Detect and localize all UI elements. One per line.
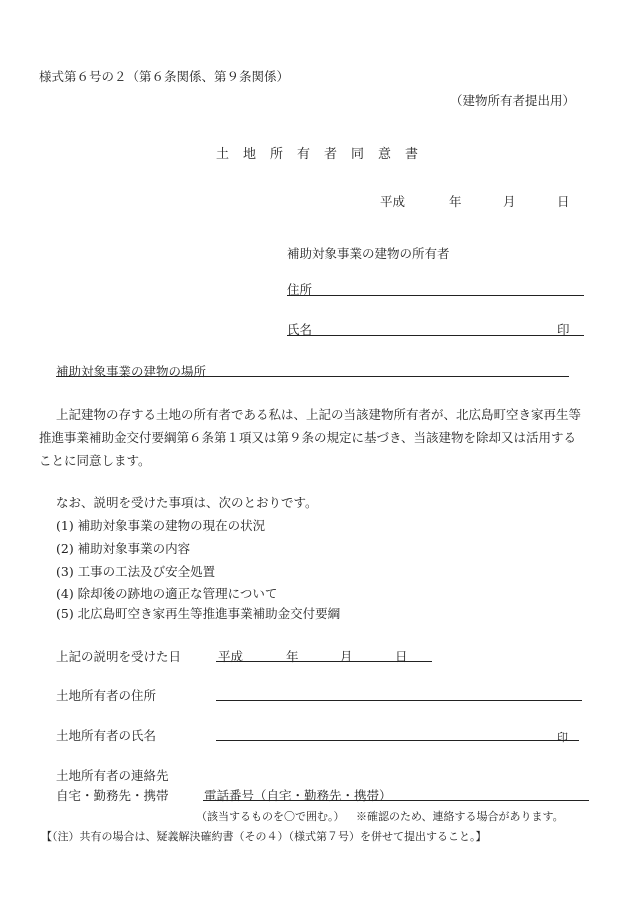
date-year: 年 [449,194,462,209]
explained-date-day: 日 [395,649,408,664]
contact-confirm-note: ※確認のため、連絡する場合があります。 [356,810,564,823]
contact-circle-note: （該当するものを〇で囲む。） [196,810,345,823]
contact-sublabel: 自宅・勤務先・携帯 [56,788,169,803]
body-paragraph: 上記建物の存する土地の所有者である私は、上記の当該建物所有者が、北広島町空き家再生等推進事業補助金交付要綱第６条第１項又は第９条の規定に基づき、当該建物を除却又は活用することに同意します。 [39,407,582,468]
owner-address-label: 住所 [287,282,313,297]
item-5: (5) 北広島町空き家再生等推進事業補助金交付要綱 [56,606,341,621]
document-title: 土地所有者同意書 [216,147,433,162]
location-label: 補助対象事業の建物の場所 [56,364,207,379]
item-2: (2) 補助対象事業の内容 [56,541,191,556]
form-number: 様式第６号の２（第６条関係、第９条関係） [39,69,290,84]
land-owner-address-label: 土地所有者の住所 [56,688,157,703]
submit-note: （建物所有者提出用） [449,93,575,108]
explained-date-era: 平成 [218,649,244,664]
land-owner-address-line[interactable] [216,700,582,701]
item-4: (4) 除却後の跡地の適正な管理について [56,586,278,601]
explanation-intro: なお、説明を受けた事項は、次のとおりです。 [56,495,318,510]
contact-phone-line[interactable] [203,800,589,801]
explained-date-year: 年 [286,649,299,664]
owner-name-line[interactable] [287,335,584,336]
owner-heading: 補助対象事業の建物の所有者 [287,246,450,261]
item-1: (1) 補助対象事業の建物の現在の状況 [56,518,266,533]
explained-date-line[interactable] [216,661,432,662]
location-line[interactable] [56,376,569,377]
item-3: (3) 工事の工法及び安全処置 [56,564,216,579]
contact-phone-label: 電話番号（自宅・勤務先・携帯） [204,788,392,803]
date-era: 平成 [380,194,406,209]
explained-date-label: 上記の説明を受けた日 [56,649,182,664]
owner-address-line[interactable] [287,295,584,296]
owner-seal: 印 [557,322,570,337]
land-owner-name-line[interactable] [216,740,579,741]
land-owner-seal: 印 [557,731,568,744]
date-month: 月 [503,194,516,209]
owner-name-label: 氏名 [287,322,313,337]
land-owner-name-label: 土地所有者の氏名 [56,728,157,743]
contact-label: 土地所有者の連絡先 [56,768,169,783]
explained-date-month: 月 [340,649,353,664]
footnote: 【（注）共有の場合は、疑義解決確約書（その４）（様式第７号）を併せて提出すること。】 [41,830,487,843]
date-day: 日 [557,194,570,209]
